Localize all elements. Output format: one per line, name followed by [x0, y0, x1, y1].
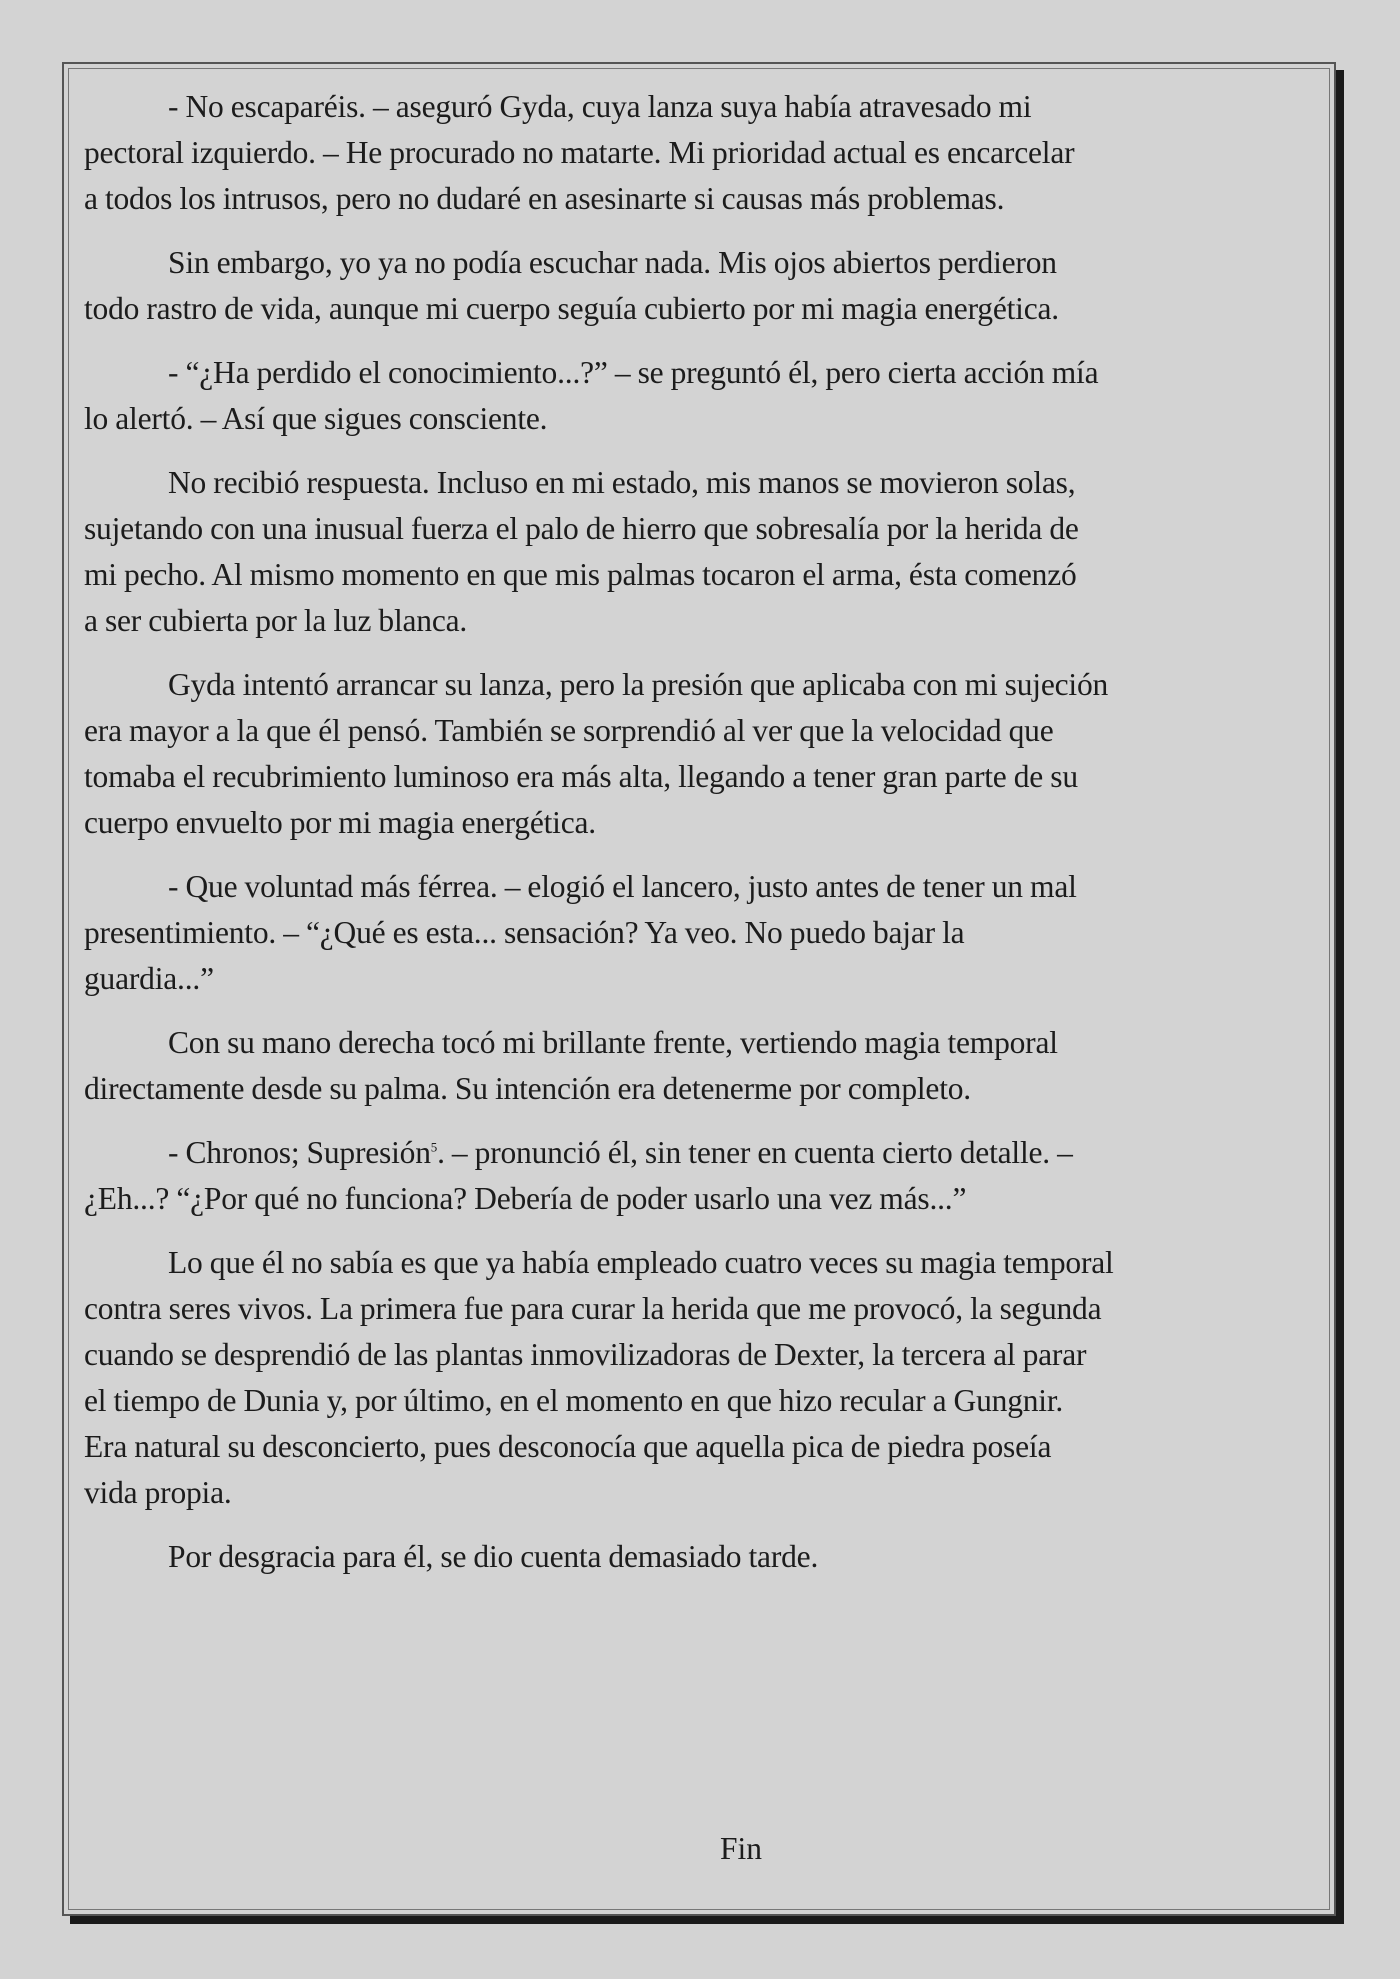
- text-segment: . – pronunció él, sin tener en cuenta cierto detalle. –: [437, 1135, 1073, 1170]
- text-line: vida propia.: [84, 1475, 232, 1510]
- paragraph-9: [84, 1240, 1316, 1516]
- text-line: era mayor a la que él pensó. También se sorprendió al ver que la velocidad que: [84, 713, 1054, 748]
- paragraph-8: [84, 1130, 1316, 1222]
- text-line: - “¿Ha perdido el conocimiento...?” – se preguntó él, pero cierta acción mía: [168, 355, 1099, 390]
- text-line: todo rastro de vida, aunque mi cuerpo seguía cubierto por mi magia energética.: [84, 291, 1059, 326]
- paragraph-1: [84, 84, 1316, 222]
- paragraph-10: [84, 1534, 1316, 1580]
- text-line: - Que voluntad más férrea. – elogió el lancero, justo antes de tener un mal: [168, 869, 1077, 904]
- paragraph-5: [84, 662, 1316, 846]
- text-line: pectoral izquierdo. – He procurado no matarte. Mi prioridad actual es encarcelar: [84, 135, 1075, 170]
- text-line: lo alertó. – Así que sigues consciente.: [84, 401, 548, 436]
- paragraph-2: [84, 240, 1316, 332]
- footnote-marker[interactable]: 5: [430, 1139, 438, 1155]
- text-line: presentimiento. – “¿Qué es esta... sensación? Ya veo. No puedo bajar la: [84, 915, 965, 950]
- text-line: directamente desde su palma. Su intención era detenerme por completo.: [84, 1071, 971, 1106]
- text-line: cuerpo envuelto por mi magia energética.: [84, 805, 596, 840]
- text-line: No recibió respuesta. Incluso en mi estado, mis manos se movieron solas,: [168, 465, 1076, 500]
- text-line: tomaba el recubrimiento luminoso era más alta, llegando a tener gran parte de su: [84, 759, 1078, 794]
- text-line: sujetando con una inusual fuerza el palo de hierro que sobresalía por la herida de: [84, 511, 1079, 546]
- text-line: Con su mano derecha tocó mi brillante frente, vertiendo magia temporal: [168, 1025, 1058, 1060]
- text-line: Lo que él no sabía es que ya había empleado cuatro veces su magia temporal: [168, 1245, 1114, 1280]
- text-line: cuando se desprendió de las plantas inmovilizadoras de Dexter, la tercera al parar: [84, 1337, 1087, 1372]
- text-line: contra seres vivos. La primera fue para curar la herida que me provocó, la segunda: [84, 1291, 1102, 1326]
- text-line: [168, 1135, 1073, 1170]
- text-line: mi pecho. Al mismo momento en que mis palmas tocaron el arma, ésta comenzó: [84, 557, 1077, 592]
- text-line: Gyda intentó arrancar su lanza, pero la presión que aplicaba con mi sujeción: [168, 667, 1109, 702]
- text-line: Por desgracia para él, se dio cuenta demasiado tarde.: [168, 1539, 819, 1574]
- end-marker: Fin: [719, 1831, 763, 1866]
- paragraph-6: [84, 864, 1316, 1002]
- text-line: ¿Eh...? “¿Por qué no funciona? Debería de poder usarlo una vez más...”: [84, 1181, 967, 1216]
- paragraph-7: [84, 1020, 1316, 1112]
- text-line: Sin embargo, yo ya no podía escuchar nada. Mis ojos abiertos perdieron: [168, 245, 1057, 280]
- text-line: el tiempo de Dunia y, por último, en el momento en que hizo recular a Gungnir.: [84, 1383, 1064, 1418]
- paragraph-3: [84, 350, 1316, 442]
- text-line: a ser cubierta por la luz blanca.: [84, 603, 468, 638]
- text-line: a todos los intrusos, pero no dudaré en asesinarte si causas más problemas.: [84, 181, 1005, 216]
- paragraph-4: [84, 460, 1316, 644]
- text-line: guardia...”: [84, 961, 214, 996]
- text-segment: - Chronos; Supresión: [168, 1135, 431, 1170]
- text-line: Era natural su desconcierto, pues desconocía que aquella pica de piedra poseía: [84, 1429, 1052, 1464]
- document-body: [84, 84, 1316, 1598]
- text-line: - No escaparéis. – aseguró Gyda, cuya lanza suya había atravesado mi: [168, 89, 1032, 124]
